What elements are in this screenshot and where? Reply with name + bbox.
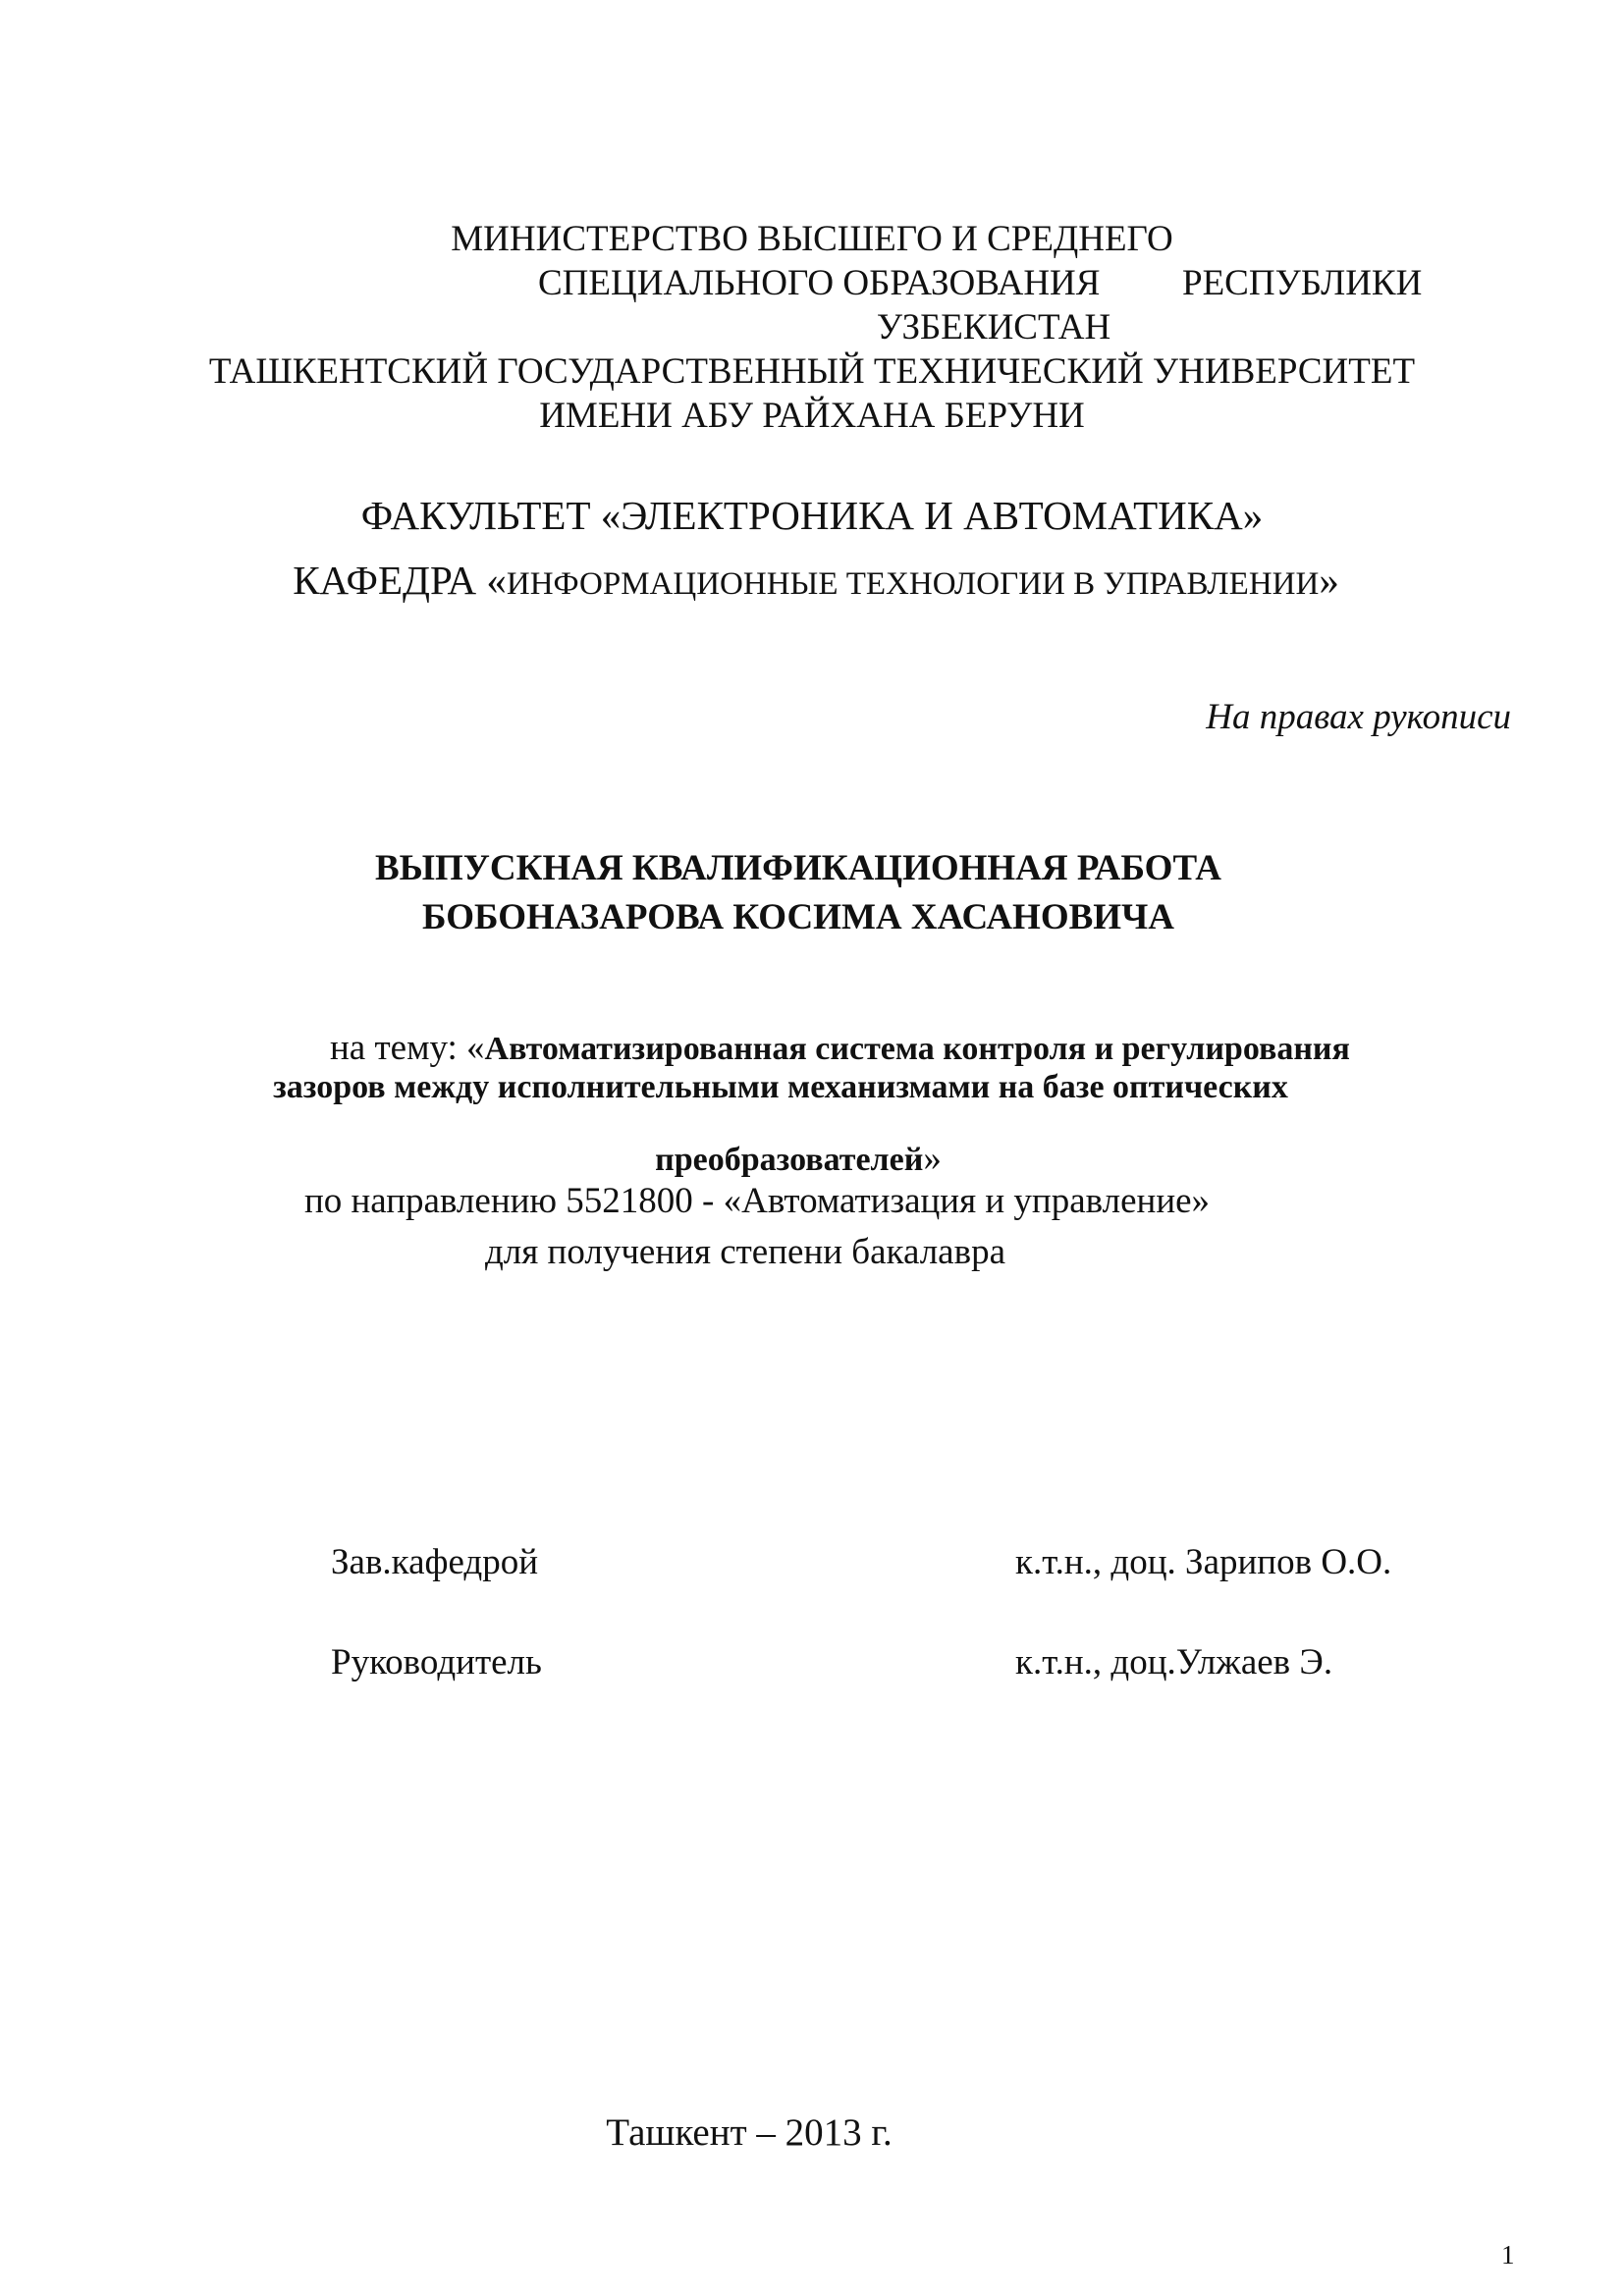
topic-prefix: на тему: « (330, 1028, 485, 1068)
thesis-title-line-1: ВЫПУСКНАЯ КВАЛИФИКАЦИОННАЯ РАБОТА (374, 848, 1222, 888)
topic-line-2: зазоров между исполнительными механизмами на базе оптических (273, 1069, 1288, 1105)
topic-text-1: Автоматизированная система контроля и регулирования (484, 1031, 1350, 1067)
page-number: 1 (1501, 2240, 1515, 2269)
university-line-2: ИМЕНИ АБУ РАЙХАНА БЕРУНИ (539, 396, 1085, 436)
city-year: Ташкент – 2013 г. (606, 2111, 893, 2154)
topic-text-3: преобразователей (655, 1142, 924, 1178)
topic-line-1 (322, 1014, 1350, 1066)
university-line-1: ТАШКЕНТСКИЙ ГОСУДАРСТВЕННЫЙ ТЕХНИЧЕСКИЙ УНИВЕРСИТЕТ (208, 351, 1416, 392)
department-suffix: » (1319, 558, 1339, 603)
department-name: ИНФОРМАЦИОННЫЕ ТЕХНОЛОГИИ В УПРАВЛЕНИИ (506, 566, 1320, 602)
degree-line: для получения степени бакалавра (484, 1232, 1005, 1272)
faculty-line: ФАКУЛЬТЕТ «ЭЛЕКТРОНИКА И АВТОМАТИКА» (360, 493, 1264, 538)
ministry-line-1: МИНИСТЕРСТВО ВЫСШЕГО И СРЕДНЕГО (451, 219, 1173, 259)
topic-line-3 (0, 1125, 1606, 1177)
ministry-line-2b: РЕСПУБЛИКИ (1182, 263, 1423, 303)
ministry-line-3: УЗБЕКИСТАН (876, 307, 1111, 347)
signature-role-head: Зав.кафедрой (331, 1542, 539, 1582)
signature-person-head: к.т.н., доц. Зарипов О.О. (1015, 1542, 1392, 1582)
signature-person-supervisor: к.т.н., доц.Улжаев Э. (1015, 1642, 1333, 1682)
thesis-title-line-2: БОБОНАЗАРОВА КОСИМА ХАСАНОВИЧА (422, 897, 1174, 937)
direction-line-1: по направлению 5521800 - «Автоматизация и управление» (303, 1181, 1211, 1221)
ministry-line-2a: СПЕЦИАЛЬНОГО ОБРАЗОВАНИЯ (538, 263, 1101, 303)
department-prefix: КАФЕДРА « (293, 558, 507, 603)
topic-suffix: » (923, 1139, 942, 1179)
department-line (0, 545, 1624, 601)
manuscript-note: На правах рукописи (1206, 697, 1511, 737)
signature-role-supervisor: Руководитель (331, 1642, 542, 1682)
